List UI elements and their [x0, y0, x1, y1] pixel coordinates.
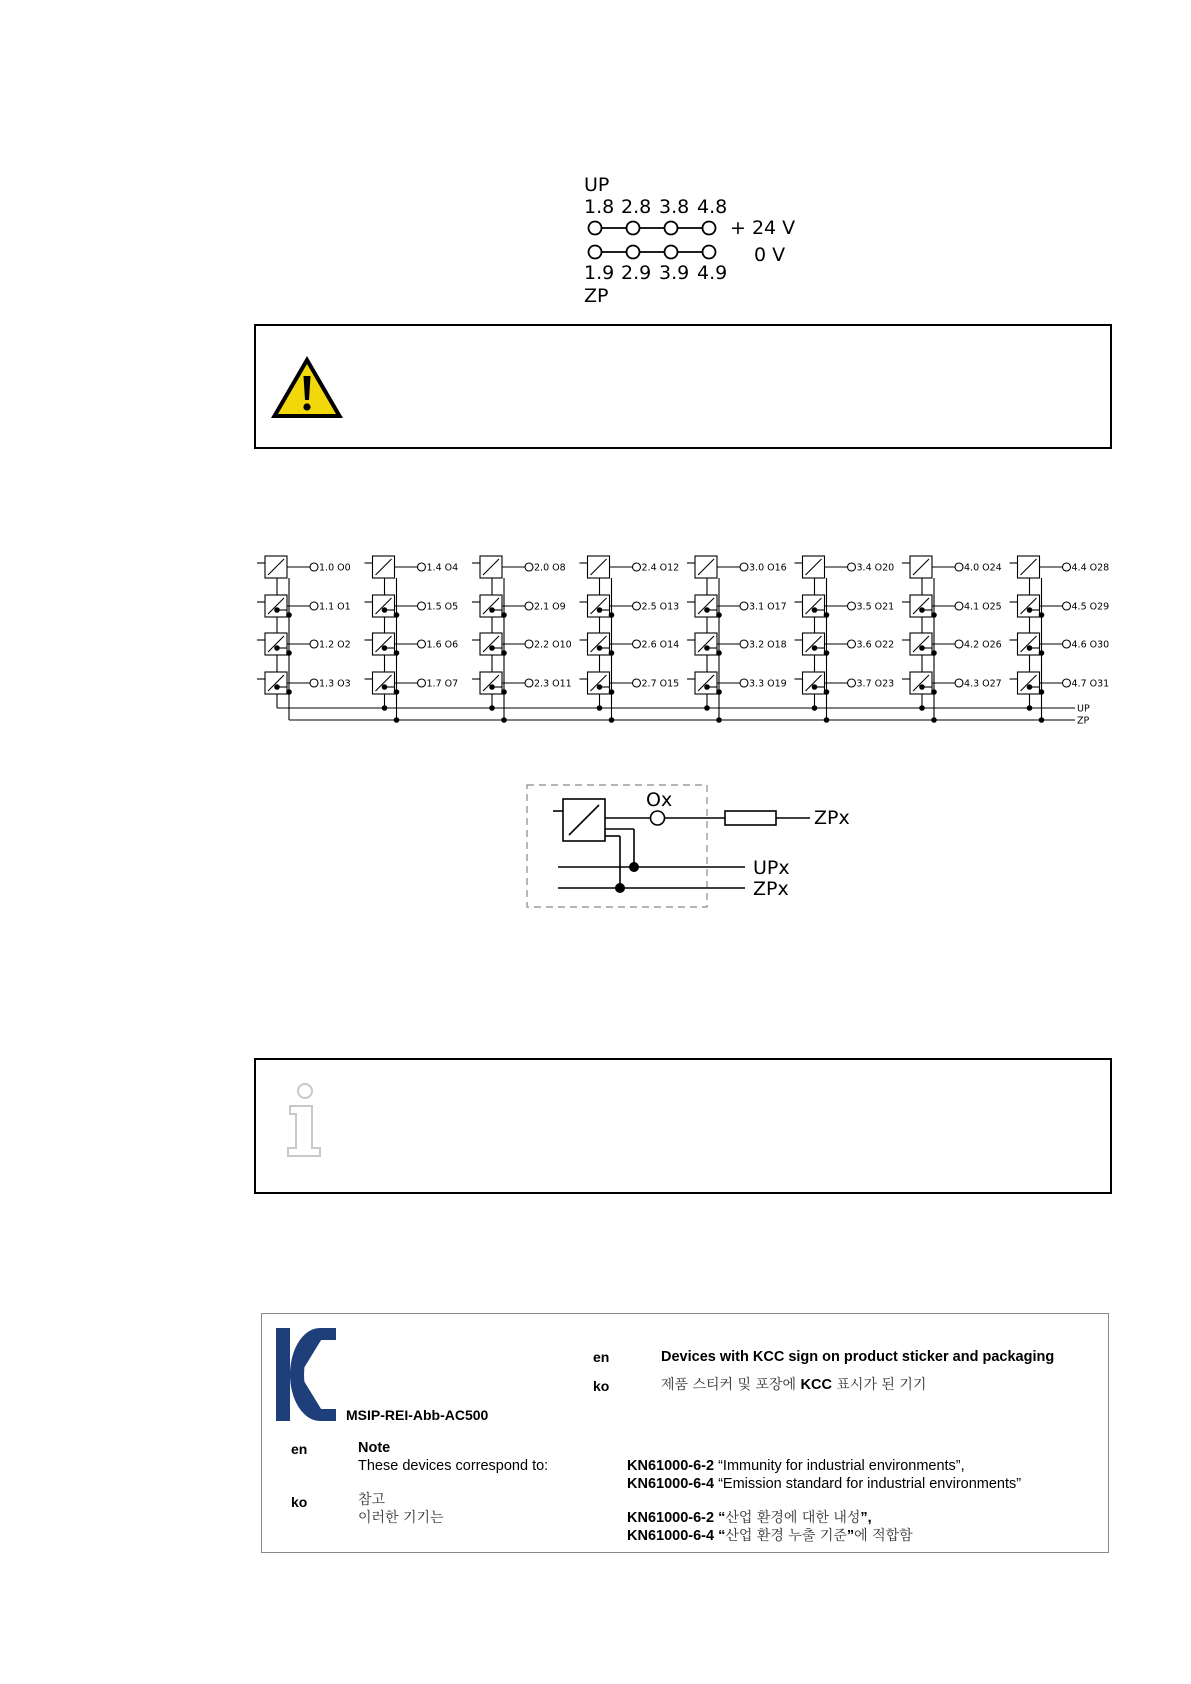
output-terminal [525, 563, 533, 571]
junction-dot [394, 612, 400, 618]
channel-label: 2.6 O14 [641, 639, 680, 651]
bus-junction-dot [704, 705, 710, 711]
output-terminal [740, 640, 748, 648]
output-terminal [525, 602, 533, 610]
bus-junction-dot [609, 717, 615, 723]
junction-dot [1039, 612, 1045, 618]
channel-label: 4.2 O26 [964, 639, 1002, 651]
channel-label: 4.3 O27 [964, 678, 1002, 690]
output-terminal [310, 640, 318, 648]
standard-4: KN61000-6-4 “산업 환경 누출 기준”에 적합함 [627, 1528, 913, 1544]
channel-label: 1.4 O4 [426, 562, 459, 574]
note-ko-code: ko [291, 1494, 308, 1510]
channel-label: 2.5 O13 [641, 601, 680, 613]
note-en-code: en [291, 1441, 308, 1457]
junction-dot [286, 650, 292, 656]
channel-label: 4.5 O29 [1071, 601, 1110, 613]
channel-label: 2.3 O11 [534, 678, 572, 690]
junction-dot [931, 689, 937, 695]
output-terminal [848, 563, 856, 571]
output-terminal [310, 602, 318, 610]
junction-dot [1039, 650, 1045, 656]
bottom-number-2: 2.9 [621, 262, 652, 284]
channel-label: 2.4 O12 [641, 562, 680, 574]
junction-dot [824, 650, 830, 656]
channel-label: 4.7 O31 [1071, 678, 1110, 690]
bus-junction-dot [919, 705, 925, 711]
junction-dot [812, 684, 818, 690]
junction-dot [501, 689, 507, 695]
channel-label: 1.7 O7 [426, 678, 459, 690]
junction-dot [919, 684, 925, 690]
output-terminal [418, 640, 426, 648]
output-terminal [525, 679, 533, 687]
output-schematic [255, 550, 1110, 732]
channel-label: 3.7 O23 [856, 678, 895, 690]
junction-dot [382, 607, 388, 613]
ox-terminal [651, 811, 665, 825]
output-terminal [1063, 563, 1071, 571]
junction-dot [931, 650, 937, 656]
bus-up-label: UP [1077, 703, 1090, 715]
junction-dot [1039, 689, 1045, 695]
output-terminal [848, 602, 856, 610]
output-terminal [418, 679, 426, 687]
output-terminal [955, 602, 963, 610]
bus-junction-dot [716, 717, 722, 723]
channel-label: 4.0 O24 [964, 562, 1002, 574]
detail-schematic [520, 782, 860, 910]
junction-dot [716, 612, 722, 618]
output-terminal [955, 640, 963, 648]
junction-dot [812, 645, 818, 651]
output-terminal [740, 679, 748, 687]
info-icon [284, 1082, 330, 1158]
junction-dot [704, 645, 710, 651]
junction-dot [286, 689, 292, 695]
standard-1: KN61000-6-2 “Immunity for industrial environments”, [627, 1458, 965, 1474]
bus-junction-dot [501, 717, 507, 723]
output-terminal [955, 679, 963, 687]
channel-label: 3.5 O21 [856, 601, 895, 613]
junction-dot [931, 612, 937, 618]
junction-dot [704, 607, 710, 613]
terminal-circle [627, 222, 640, 235]
output-terminal [955, 563, 963, 571]
bottom-number-4: 4.9 [697, 262, 728, 284]
junction-dot [501, 612, 507, 618]
ox-label: Ox [646, 789, 673, 811]
info-box [254, 1058, 1112, 1194]
note-ko-text: 이러한 기기는 [358, 1510, 444, 1526]
junction-dot [489, 607, 495, 613]
bus-junction-dot [1039, 717, 1045, 723]
channel-label: 3.3 O19 [749, 678, 787, 690]
header-ko-text: 제품 스티커 및 포장에 KCC 표시가 된 기기 [661, 1377, 927, 1393]
terminal-circles [580, 216, 720, 262]
junction-dot [394, 650, 400, 656]
channel-label: 3.6 O22 [856, 639, 895, 651]
junction-dot [286, 612, 292, 618]
kcc-panel [261, 1313, 1109, 1553]
channel-label: 3.2 O18 [749, 639, 787, 651]
channel-label: 4.4 O28 [1071, 562, 1110, 574]
output-terminal [848, 640, 856, 648]
upx-label: UPx [753, 857, 790, 879]
junction-dot [629, 862, 639, 872]
header-ko-code: ko [593, 1378, 610, 1394]
junction-dot [919, 645, 925, 651]
junction-dot [274, 684, 280, 690]
bus-junction-dot [394, 717, 400, 723]
channel-label: 1.3 O3 [319, 678, 351, 690]
top-number-3: 3.8 [659, 196, 690, 218]
bus-junction-dot [1027, 705, 1033, 711]
top-number-2: 2.8 [621, 196, 652, 218]
top-number-1: 1.8 [584, 196, 615, 218]
terminal-circle [589, 222, 602, 235]
terminal-circle [589, 246, 602, 259]
standard-3: KN61000-6-2 “산업 환경에 대한 내성”, [627, 1510, 872, 1526]
junction-dot [394, 689, 400, 695]
junction-dot [824, 689, 830, 695]
junction-dot [919, 607, 925, 613]
channel-label: 1.6 O6 [426, 639, 459, 651]
junction-dot [597, 684, 603, 690]
output-terminal [740, 563, 748, 571]
channel-label: 3.1 O17 [749, 601, 787, 613]
bus-junction-dot [597, 705, 603, 711]
bus-junction-dot [489, 705, 495, 711]
output-terminal [418, 563, 426, 571]
bottom-number-1: 1.9 [584, 262, 615, 284]
output-terminal [633, 640, 641, 648]
junction-dot [597, 607, 603, 613]
kc-logo [276, 1328, 336, 1421]
channel-label: 3.4 O20 [856, 562, 895, 574]
bus-zp-label: ZP [1077, 715, 1090, 727]
channel-label: 2.0 O8 [534, 562, 566, 574]
up-label: UP [584, 174, 610, 196]
junction-dot [274, 607, 280, 613]
junction-dot [609, 689, 615, 695]
top-number-4: 4.8 [697, 196, 728, 218]
header-en-text: Devices with KCC sign on product sticker and packaging [661, 1349, 1055, 1365]
bus-junction-dot [931, 717, 937, 723]
header-en-code: en [593, 1349, 610, 1365]
terminal-circle [665, 246, 678, 259]
output-terminal [1063, 679, 1071, 687]
output-terminal [633, 563, 641, 571]
zp-label: ZP [584, 285, 609, 307]
bus-junction-dot [812, 705, 818, 711]
junction-dot [1027, 684, 1033, 690]
junction-dot [824, 612, 830, 618]
junction-dot [812, 607, 818, 613]
kc-mark-label: MSIP-REI-Abb-AC500 [346, 1407, 489, 1423]
terminal-circle [665, 222, 678, 235]
output-terminal [1063, 640, 1071, 648]
junction-dot [489, 684, 495, 690]
junction-dot [1027, 607, 1033, 613]
plus-24v-label: + 24 V [730, 217, 796, 239]
standard-2: KN61000-6-4 “Emission standard for industrial environments” [627, 1476, 1022, 1492]
junction-dot [716, 650, 722, 656]
channel-label: 4.1 O25 [964, 601, 1002, 613]
output-terminal [418, 602, 426, 610]
output-terminal [1063, 602, 1071, 610]
junction-dot [609, 650, 615, 656]
junction-dot [716, 689, 722, 695]
junction-dot [704, 684, 710, 690]
junction-dot [382, 684, 388, 690]
junction-dot [274, 645, 280, 651]
zpx-load-label: ZPx [814, 807, 850, 829]
channel-label: 1.1 O1 [319, 601, 351, 613]
junction-dot [615, 883, 625, 893]
zpx-label: ZPx [753, 878, 789, 900]
bottom-number-3: 3.9 [659, 262, 690, 284]
output-terminal [525, 640, 533, 648]
output-terminal [310, 679, 318, 687]
zero-v-label: 0 V [754, 244, 786, 266]
channel-label: 4.6 O30 [1071, 639, 1110, 651]
warning-triangle-icon [268, 352, 346, 422]
channel-label: 3.0 O16 [749, 562, 787, 574]
note-ko-title: 참고 [358, 1492, 386, 1508]
output-terminal [633, 679, 641, 687]
junction-dot [501, 650, 507, 656]
channel-label: 1.2 O2 [319, 639, 351, 651]
load-resistor [725, 811, 776, 825]
junction-dot [609, 612, 615, 618]
output-terminal [633, 602, 641, 610]
bus-junction-dot [824, 717, 830, 723]
junction-dot [489, 645, 495, 651]
note-en-text: These devices correspond to: [358, 1458, 549, 1474]
terminal-circle [703, 246, 716, 259]
junction-dot [1027, 645, 1033, 651]
channel-label: 2.2 O10 [534, 639, 572, 651]
output-terminal [310, 563, 318, 571]
output-terminal [740, 602, 748, 610]
junction-dot [382, 645, 388, 651]
channel-label: 1.0 O0 [319, 562, 351, 574]
bus-junction-dot [382, 705, 388, 711]
terminal-circle [627, 246, 640, 259]
channel-label: 2.1 O9 [534, 601, 566, 613]
channel-label: 1.5 O5 [426, 601, 459, 613]
channel-label: 2.7 O15 [641, 678, 680, 690]
warning-box [254, 324, 1112, 449]
note-en-title: Note [358, 1440, 391, 1456]
junction-dot [597, 645, 603, 651]
output-terminal [848, 679, 856, 687]
terminal-circle [703, 222, 716, 235]
